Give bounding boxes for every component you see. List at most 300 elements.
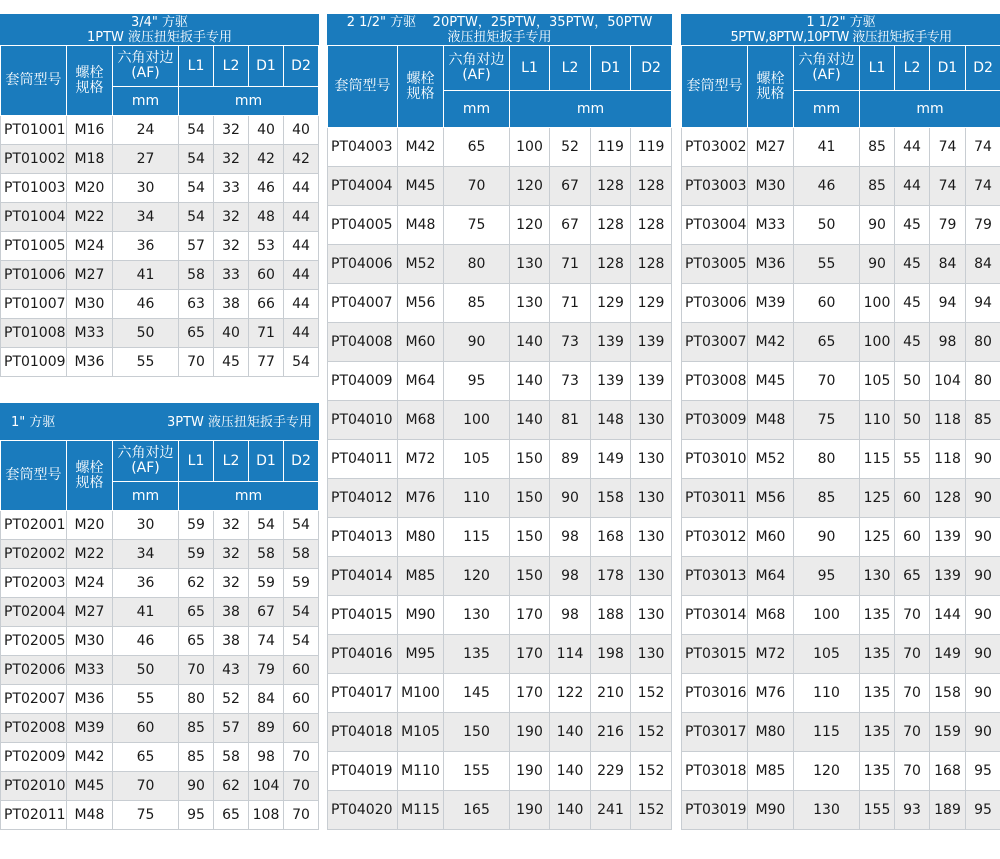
cell-model: PT04015 <box>328 596 398 635</box>
cell-bolt: M48 <box>67 801 113 830</box>
cell-model: PT04018 <box>328 713 398 752</box>
cell-af: 55 <box>794 245 860 284</box>
col-header-d1: D1 <box>249 441 284 482</box>
cell-d1: 74 <box>930 128 966 167</box>
cell-af: 30 <box>113 174 179 203</box>
table-row <box>682 401 1000 440</box>
table-row <box>328 479 672 518</box>
cell-model: PT03015 <box>682 635 748 674</box>
cell-d1: 104 <box>249 772 284 801</box>
col-header-model: 套筒型号 <box>328 46 398 128</box>
cell-model: PT01004 <box>1 203 67 232</box>
cell-l2: 70 <box>895 752 930 791</box>
cell-bolt: M80 <box>748 713 794 752</box>
cell-d2: 130 <box>631 596 672 635</box>
table-row <box>1 772 319 801</box>
cell-d2: 128 <box>631 167 672 206</box>
cell-bolt: M33 <box>67 656 113 685</box>
cell-af: 115 <box>794 713 860 752</box>
cell-l2: 67 <box>550 206 591 245</box>
cell-model: PT03002 <box>682 128 748 167</box>
cell-l2: 71 <box>550 284 591 323</box>
cell-bolt: M24 <box>67 569 113 598</box>
cell-af: 85 <box>444 284 510 323</box>
col-header-bolt: 螺栓 规格 <box>67 441 113 511</box>
col-header-l1: L1 <box>179 441 214 482</box>
cell-d1: 118 <box>930 440 966 479</box>
cell-l1: 170 <box>510 596 550 635</box>
cell-bolt: M60 <box>748 518 794 557</box>
cell-l2: 60 <box>895 479 930 518</box>
cell-d1: 178 <box>591 557 631 596</box>
cell-model: PT01009 <box>1 348 67 377</box>
cell-d1: 139 <box>930 518 966 557</box>
cell-l2: 98 <box>550 596 591 635</box>
cell-d1: 71 <box>249 319 284 348</box>
cell-l1: 54 <box>179 203 214 232</box>
cell-l1: 58 <box>179 261 214 290</box>
unit-header-dims: mm <box>179 482 319 511</box>
table-row <box>1 511 319 540</box>
cell-af: 27 <box>113 145 179 174</box>
cell-d1: 158 <box>591 479 631 518</box>
cell-af: 75 <box>113 801 179 830</box>
cell-d2: 79 <box>966 206 1000 245</box>
cell-l2: 93 <box>895 791 930 830</box>
cell-d2: 70 <box>284 772 319 801</box>
cell-d2: 95 <box>966 752 1000 791</box>
cell-d1: 139 <box>591 323 631 362</box>
cell-l1: 100 <box>860 323 895 362</box>
cell-d2: 95 <box>966 791 1000 830</box>
cell-d2: 152 <box>631 674 672 713</box>
cell-bolt: M18 <box>67 145 113 174</box>
cell-bolt: M48 <box>748 401 794 440</box>
cell-d1: 77 <box>249 348 284 377</box>
cell-model: PT04005 <box>328 206 398 245</box>
cell-d1: 168 <box>591 518 631 557</box>
cell-bolt: M39 <box>748 284 794 323</box>
table-title: 1 1/2" 方驱 5PTW,8PTW,10PTW 液压扭矩扳手专用 <box>682 15 1000 46</box>
cell-l1: 62 <box>179 569 214 598</box>
cell-d2: 90 <box>966 713 1000 752</box>
cell-l2: 65 <box>895 557 930 596</box>
cell-d2: 90 <box>966 596 1000 635</box>
cell-d1: 216 <box>591 713 631 752</box>
cell-af: 165 <box>444 791 510 830</box>
cell-l2: 32 <box>214 203 249 232</box>
cell-model: PT01003 <box>1 174 67 203</box>
cell-d1: 84 <box>930 245 966 284</box>
cell-l1: 80 <box>179 685 214 714</box>
unit-header-af: mm <box>113 482 179 511</box>
cell-af: 60 <box>794 284 860 323</box>
cell-l1: 65 <box>179 627 214 656</box>
cell-model: PT01001 <box>1 116 67 145</box>
cell-l1: 170 <box>510 674 550 713</box>
cell-d1: 79 <box>930 206 966 245</box>
cell-d1: 129 <box>591 284 631 323</box>
table-row <box>328 323 672 362</box>
cell-l1: 65 <box>179 598 214 627</box>
col-header-af: 六角对边 (AF) <box>444 46 510 91</box>
cell-bolt: M68 <box>748 596 794 635</box>
cell-l1: 54 <box>179 116 214 145</box>
cell-model: PT04013 <box>328 518 398 557</box>
cell-l1: 150 <box>510 518 550 557</box>
cell-d1: 119 <box>591 128 631 167</box>
cell-af: 90 <box>794 518 860 557</box>
cell-l1: 90 <box>860 206 895 245</box>
cell-l1: 100 <box>860 284 895 323</box>
cell-l1: 65 <box>179 319 214 348</box>
cell-l2: 38 <box>214 627 249 656</box>
cell-l2: 89 <box>550 440 591 479</box>
table-row <box>1 627 319 656</box>
table-row <box>682 479 1000 518</box>
cell-model: PT01002 <box>1 145 67 174</box>
cell-bolt: M45 <box>398 167 444 206</box>
cell-bolt: M110 <box>398 752 444 791</box>
cell-bolt: M64 <box>398 362 444 401</box>
cell-l1: 85 <box>179 743 214 772</box>
table-row <box>1 232 319 261</box>
cell-l1: 140 <box>510 323 550 362</box>
cell-d1: 59 <box>249 569 284 598</box>
table-row <box>682 674 1000 713</box>
table-row <box>682 596 1000 635</box>
cell-l2: 44 <box>895 128 930 167</box>
cell-l1: 190 <box>510 713 550 752</box>
cell-af: 110 <box>444 479 510 518</box>
unit-header-dims: mm <box>179 87 319 116</box>
cell-l1: 130 <box>860 557 895 596</box>
cell-bolt: M85 <box>748 752 794 791</box>
col-header-af: 六角对边 (AF) <box>794 46 860 91</box>
unit-header-dims: mm <box>510 91 672 128</box>
cell-l2: 50 <box>895 362 930 401</box>
col-header-model: 套筒型号 <box>1 46 67 116</box>
cell-d1: 60 <box>249 261 284 290</box>
cell-l2: 58 <box>214 743 249 772</box>
cell-l1: 135 <box>860 596 895 635</box>
cell-bolt: M64 <box>748 557 794 596</box>
cell-model: PT02003 <box>1 569 67 598</box>
cell-bolt: M30 <box>67 627 113 656</box>
cell-l2: 65 <box>214 801 249 830</box>
cell-d2: 80 <box>966 362 1000 401</box>
unit-header-af: mm <box>444 91 510 128</box>
table-row <box>682 362 1000 401</box>
cell-af: 105 <box>794 635 860 674</box>
cell-d1: 189 <box>930 791 966 830</box>
cell-d2: 85 <box>966 401 1000 440</box>
table-row <box>682 206 1000 245</box>
cell-d2: 44 <box>284 203 319 232</box>
table-row <box>1 116 319 145</box>
cell-af: 145 <box>444 674 510 713</box>
cell-af: 34 <box>113 203 179 232</box>
cell-model: PT04017 <box>328 674 398 713</box>
table-row <box>682 284 1000 323</box>
col-header-l1: L1 <box>510 46 550 91</box>
cell-af: 120 <box>444 557 510 596</box>
cell-af: 46 <box>113 290 179 319</box>
cell-l1: 85 <box>860 167 895 206</box>
cell-l1: 105 <box>860 362 895 401</box>
cell-d2: 60 <box>284 685 319 714</box>
cell-d2: 60 <box>284 656 319 685</box>
cell-model: PT03014 <box>682 596 748 635</box>
cell-model: PT03006 <box>682 284 748 323</box>
cell-af: 70 <box>444 167 510 206</box>
cell-d1: 79 <box>249 656 284 685</box>
cell-l1: 85 <box>179 714 214 743</box>
cell-l2: 60 <box>895 518 930 557</box>
cell-af: 130 <box>444 596 510 635</box>
cell-l2: 73 <box>550 323 591 362</box>
col-header-d2: D2 <box>966 46 1000 91</box>
cell-d2: 54 <box>284 598 319 627</box>
cell-l2: 55 <box>895 440 930 479</box>
col-header-l2: L2 <box>214 441 249 482</box>
cell-d1: 53 <box>249 232 284 261</box>
cell-d2: 139 <box>631 323 672 362</box>
table-row <box>328 206 672 245</box>
cell-d2: 54 <box>284 627 319 656</box>
cell-d2: 74 <box>966 167 1000 206</box>
cell-l2: 32 <box>214 511 249 540</box>
cell-d1: 128 <box>930 479 966 518</box>
cell-af: 85 <box>794 479 860 518</box>
cell-l2: 70 <box>895 596 930 635</box>
cell-model: PT03004 <box>682 206 748 245</box>
table-row <box>1 714 319 743</box>
table-row <box>328 791 672 830</box>
cell-d2: 130 <box>631 635 672 674</box>
cell-af: 150 <box>444 713 510 752</box>
col-header-l1: L1 <box>860 46 895 91</box>
cell-l2: 50 <box>895 401 930 440</box>
cell-af: 75 <box>444 206 510 245</box>
cell-d1: 48 <box>249 203 284 232</box>
table-row <box>682 713 1000 752</box>
cell-l2: 44 <box>895 167 930 206</box>
table-row <box>1 290 319 319</box>
cell-l1: 90 <box>179 772 214 801</box>
cell-bolt: M42 <box>398 128 444 167</box>
cell-bolt: M27 <box>67 261 113 290</box>
cell-l1: 135 <box>860 635 895 674</box>
cell-af: 155 <box>444 752 510 791</box>
table-row <box>682 323 1000 362</box>
cell-bolt: M76 <box>398 479 444 518</box>
cell-bolt: M80 <box>398 518 444 557</box>
cell-af: 120 <box>794 752 860 791</box>
table-row <box>1 685 319 714</box>
cell-d2: 74 <box>966 128 1000 167</box>
cell-af: 130 <box>794 791 860 830</box>
table-row <box>682 128 1000 167</box>
table-title: 2 1/2" 方驱 20PTW，25PTW，35PTW，50PTW 液压扭矩扳手专用 <box>328 15 672 46</box>
cell-d1: 148 <box>591 401 631 440</box>
cell-l2: 70 <box>895 713 930 752</box>
cell-model: PT04020 <box>328 791 398 830</box>
cell-af: 100 <box>444 401 510 440</box>
cell-bolt: M27 <box>67 598 113 627</box>
cell-d1: 108 <box>249 801 284 830</box>
col-header-l2: L2 <box>550 46 591 91</box>
cell-bolt: M115 <box>398 791 444 830</box>
cell-model: PT02010 <box>1 772 67 801</box>
cell-l2: 70 <box>895 635 930 674</box>
cell-l2: 32 <box>214 145 249 174</box>
cell-l1: 150 <box>510 557 550 596</box>
cell-l1: 70 <box>179 348 214 377</box>
cell-d2: 119 <box>631 128 672 167</box>
cell-l1: 155 <box>860 791 895 830</box>
cell-model: PT03003 <box>682 167 748 206</box>
cell-l2: 90 <box>550 479 591 518</box>
cell-d1: 168 <box>930 752 966 791</box>
cell-d2: 54 <box>284 348 319 377</box>
cell-d2: 42 <box>284 145 319 174</box>
cell-d2: 59 <box>284 569 319 598</box>
cell-d2: 70 <box>284 743 319 772</box>
cell-l2: 32 <box>214 569 249 598</box>
cell-d1: 89 <box>249 714 284 743</box>
cell-bolt: M85 <box>398 557 444 596</box>
cell-d2: 130 <box>631 401 672 440</box>
table-row <box>1 261 319 290</box>
cell-bolt: M42 <box>748 323 794 362</box>
cell-af: 70 <box>113 772 179 801</box>
cell-d2: 44 <box>284 319 319 348</box>
col-header-af: 六角对边 (AF) <box>113 441 179 482</box>
cell-l2: 52 <box>214 685 249 714</box>
cell-l2: 32 <box>214 540 249 569</box>
cell-d2: 152 <box>631 713 672 752</box>
cell-af: 135 <box>444 635 510 674</box>
cell-d2: 44 <box>284 232 319 261</box>
cell-d1: 128 <box>591 245 631 284</box>
cell-l1: 135 <box>860 674 895 713</box>
cell-d1: 198 <box>591 635 631 674</box>
table-row <box>682 245 1000 284</box>
cell-l1: 130 <box>510 245 550 284</box>
cell-d1: 159 <box>930 713 966 752</box>
cell-af: 55 <box>113 348 179 377</box>
cell-af: 65 <box>794 323 860 362</box>
table-row <box>328 713 672 752</box>
cell-l2: 38 <box>214 598 249 627</box>
col-header-l1: L1 <box>179 46 214 87</box>
cell-l1: 70 <box>179 656 214 685</box>
cell-bolt: M22 <box>67 540 113 569</box>
cell-bolt: M39 <box>67 714 113 743</box>
cell-af: 70 <box>794 362 860 401</box>
cell-bolt: M72 <box>398 440 444 479</box>
cell-d2: 128 <box>631 206 672 245</box>
cell-model: PT03005 <box>682 245 748 284</box>
cell-d2: 60 <box>284 714 319 743</box>
cell-d1: 94 <box>930 284 966 323</box>
cell-d1: 188 <box>591 596 631 635</box>
cell-d2: 90 <box>966 557 1000 596</box>
cell-model: PT04016 <box>328 635 398 674</box>
cell-l2: 33 <box>214 174 249 203</box>
cell-l1: 59 <box>179 511 214 540</box>
cell-l1: 140 <box>510 362 550 401</box>
table-row <box>328 518 672 557</box>
cell-model: PT01006 <box>1 261 67 290</box>
cell-d1: 40 <box>249 116 284 145</box>
table-row <box>328 557 672 596</box>
cell-l2: 122 <box>550 674 591 713</box>
cell-model: PT02009 <box>1 743 67 772</box>
unit-header-dims: mm <box>860 91 1000 128</box>
cell-af: 34 <box>113 540 179 569</box>
table-row <box>1 569 319 598</box>
cell-l2: 38 <box>214 290 249 319</box>
cell-l1: 54 <box>179 145 214 174</box>
cell-af: 41 <box>113 598 179 627</box>
cell-bolt: M24 <box>67 232 113 261</box>
cell-d2: 90 <box>966 635 1000 674</box>
cell-af: 80 <box>794 440 860 479</box>
cell-model: PT03011 <box>682 479 748 518</box>
col-header-d2: D2 <box>631 46 672 91</box>
cell-bolt: M90 <box>748 791 794 830</box>
cell-l1: 54 <box>179 174 214 203</box>
cell-l1: 135 <box>860 713 895 752</box>
table-row <box>328 596 672 635</box>
cell-model: PT02006 <box>1 656 67 685</box>
cell-d1: 58 <box>249 540 284 569</box>
table-row <box>1 801 319 830</box>
cell-l2: 114 <box>550 635 591 674</box>
cell-l1: 190 <box>510 752 550 791</box>
cell-l2: 140 <box>550 752 591 791</box>
col-header-d1: D1 <box>249 46 284 87</box>
cell-l1: 125 <box>860 518 895 557</box>
cell-af: 50 <box>113 656 179 685</box>
cell-model: PT04007 <box>328 284 398 323</box>
cell-l2: 32 <box>214 116 249 145</box>
cell-bolt: M33 <box>67 319 113 348</box>
cell-d1: 74 <box>930 167 966 206</box>
cell-bolt: M30 <box>67 290 113 319</box>
cell-d2: 129 <box>631 284 672 323</box>
cell-d1: 46 <box>249 174 284 203</box>
cell-d2: 40 <box>284 116 319 145</box>
cell-l2: 73 <box>550 362 591 401</box>
cell-l2: 45 <box>895 284 930 323</box>
cell-d1: 98 <box>930 323 966 362</box>
cell-bolt: M90 <box>398 596 444 635</box>
cell-l2: 57 <box>214 714 249 743</box>
cell-d2: 130 <box>631 518 672 557</box>
cell-l2: 67 <box>550 167 591 206</box>
cell-d1: 139 <box>930 557 966 596</box>
cell-d2: 90 <box>966 518 1000 557</box>
socket-table-1-1-2-drive <box>681 14 1000 830</box>
cell-af: 46 <box>113 627 179 656</box>
socket-table-2-1-2-drive <box>327 14 672 830</box>
col-header-model: 套筒型号 <box>1 441 67 511</box>
table-title: 3/4" 方驱 1PTW 液压扭矩扳手专用 <box>1 15 319 46</box>
cell-af: 80 <box>444 245 510 284</box>
